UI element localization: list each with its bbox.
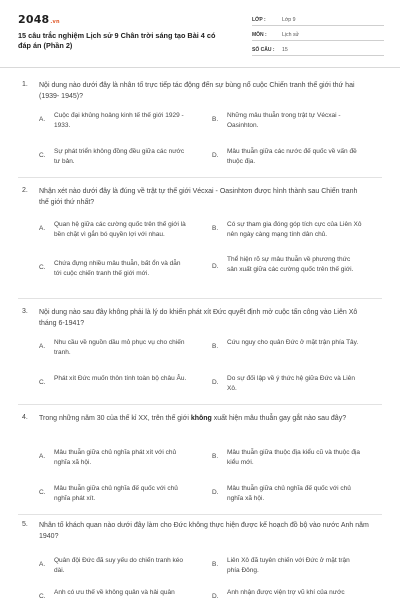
option-text: Do sự đối lập về ý thức hệ giữa Đức và Liên Xô. [227,375,355,392]
meta-label: MÔN : [252,31,267,38]
meta-label: LỚP : [252,16,266,23]
question-text: Nội dung nào dưới đây là nhân tố trực tiếp tác động đến sự bùng nổ cuộc Chiến tranh thế giới thứ hai (1939- 1945)? [39,82,355,100]
option-letter: B. [212,453,219,460]
option-text: Mâu thuẫn giữa thuộc địa kiểu cũ và thuộc địa kiểu mới. [227,449,360,466]
option-letter: B. [212,561,219,568]
option-letter: D. [212,263,219,270]
site-logo[interactable] [18,13,60,26]
meta-value-subject: Lịch sử [282,31,300,38]
option-text: Chứa đựng nhiều mâu thuẫn, bất ổn và dẫn tới cuộc chiến tranh thế giới mới. [54,260,181,277]
question-divider [18,298,382,299]
logo-main: 2048 [18,13,50,26]
option-text: Quan hệ giữa các cường quốc trên thế giới là bền chặt vì gắn bó quyền lợi với nhau. [54,221,186,238]
option-letter: A. [39,225,46,232]
option-text: Có sự tham gia đóng góp tích cực của Liên Xô nên ngày càng mạng tính dân chủ. [227,221,362,238]
option-text: Quân đội Đức đã suy yếu do chiến tranh kéo dài. [54,557,184,574]
question-text: Trong những năm 30 của thế kỉ XX, trên thế giới không xuất hiện mâu thuẫn gay gắt nào sau đây? [39,415,347,422]
question-number: 2. [22,187,28,194]
option-letter: C. [39,379,46,386]
question-text: Nhân tố khách quan nào dưới đây làm cho Đức không thực hiện được kế hoạch đồ bộ vào nước Anh năm 1940? [39,522,369,540]
meta-row-count [252,44,384,56]
meta-row-class [252,14,384,26]
option-text: Thể hiện rõ sự mâu thuẫn về phương thức sản xuất giữa các cường quốc trên thế giới. [227,256,354,273]
meta-row-subject [252,29,384,41]
option-text: Phát xít Đức muốn thôn tính toàn bộ châu Âu. [54,375,187,382]
page-title: 15 câu trắc nghiệm Lịch sử 9 Chân trời sáng tạo Bài 4 có đáp án (Phần 2) [18,31,216,50]
option-letter: C. [39,152,46,159]
question-divider [18,177,382,178]
option-letter: B. [212,343,219,350]
option-text: Cuộc đại khủng hoảng kinh tế thế giới 1929 - 1933. [54,112,184,129]
question-number: 3. [22,308,28,315]
option-letter: C. [39,489,46,496]
option-text: Sự phát triển không đồng đều giữa các nước tư bản. [54,148,185,165]
option-letter: D. [212,152,219,159]
question-number: 1. [22,81,28,88]
question-divider [18,514,382,515]
option-text: Anh nhận được viện trợ vũ khí của nước [227,589,345,596]
page-header [0,0,400,68]
option-text: Mâu thuẫn giữa các nước đế quốc về vấn đề thuộc địa. [227,148,357,165]
meta-label: SỐ CÂU : [252,46,275,53]
option-letter: A. [39,453,46,460]
option-letter: C. [39,593,46,600]
option-text: Nhu cầu về nguồn dầu mỏ phục vụ cho chiến tranh. [54,339,185,356]
document-meta [252,14,384,59]
option-letter: D. [212,489,219,496]
option-text: Những mâu thuẫn trong trật tự Vécxai - Oasinhton. [227,112,341,129]
option-letter: A. [39,561,46,568]
option-letter: D. [212,379,219,386]
meta-value-class: Lớp 9 [282,16,296,23]
option-letter: C. [39,264,46,271]
option-letter: D. [212,593,219,600]
option-text: Anh có ưu thế về không quân và hải quân [54,589,175,596]
question-text: Nội dung nào sau đây không phải là lý do khiến phát xít Đức quyết định mở cuộc tấn công vào Liên Xô tháng 6-1941? [39,309,358,327]
question-text: Nhận xét nào dưới đây là đúng về trật tự thế giới Vécxai - Oasinhtơn được hình thành sau Chiến tranh thế giới thứ nhất? [39,188,358,206]
question-number: 5. [22,521,28,528]
option-letter: A. [39,116,46,123]
meta-value-count: 15 [282,46,288,53]
option-text: Mâu thuẫn giữa chủ nghĩa phát xít với chủ nghĩa xã hội. [54,449,177,466]
option-text: Mâu thuẫn giữa chủ nghĩa đế quốc với chủ nghĩa phát xít. [54,485,178,502]
logo-suffix: .vn [50,19,60,25]
option-letter: B. [212,116,219,123]
option-letter: B. [212,225,219,232]
option-text: Liên Xô đã tuyên chiến với Đức ở mặt trận phía Đông. [227,557,350,574]
option-text: Cứu nguy cho quân Đức ở mặt trận phía Tây. [227,339,359,346]
option-text: Mâu thuẫn giữa chủ nghĩa đế quốc với chủ nghĩa xã hội. [227,485,351,502]
option-letter: A. [39,343,46,350]
question-divider [18,404,382,405]
question-number: 4. [22,414,28,421]
